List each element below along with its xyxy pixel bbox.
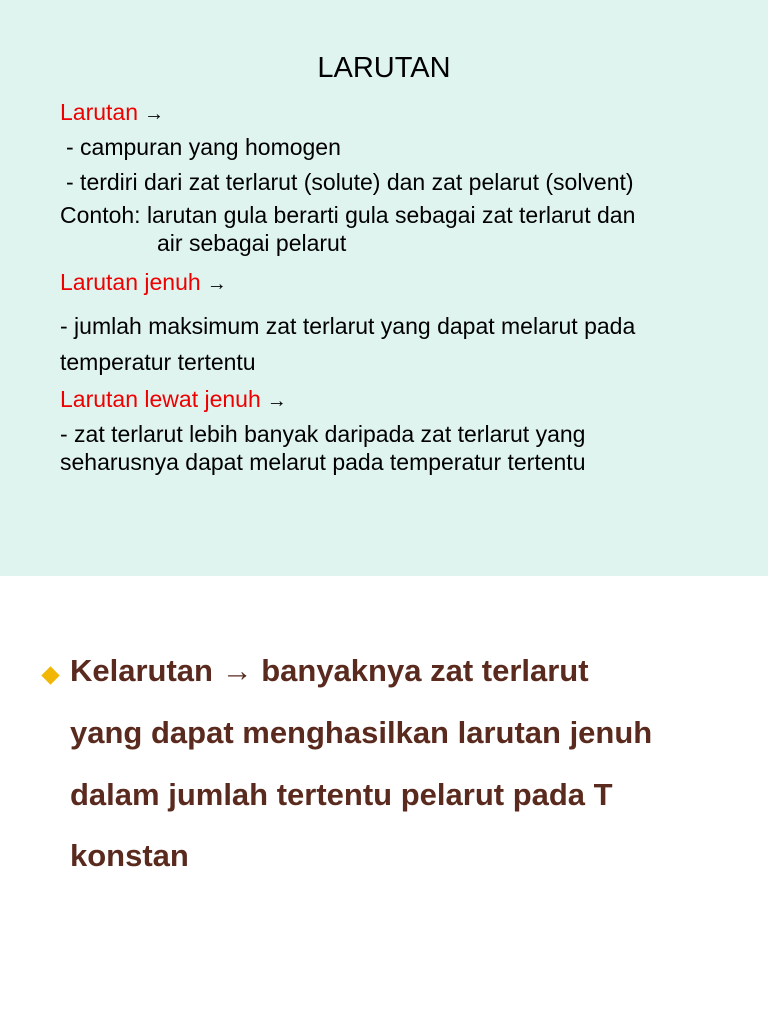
example-line: Contoh: larutan gula berarti gula sebagai zat terlarut dan [60, 202, 636, 228]
definition-line: temperatur tertentu [60, 349, 256, 375]
definition-line: - terdiri dari zat terlarut (solute) dan zat pelarut (solvent) [66, 169, 634, 195]
bullet-text-line: yang dapat menghasilkan larutan jenuh [70, 715, 653, 750]
bullet-text-line: dalam jumlah tertentu pelarut pada T [70, 777, 613, 812]
arrow-right-icon: → [206, 273, 227, 295]
bullet-text-line: konstan [70, 838, 189, 873]
definition-line: - zat terlarut lebih banyak daripada zat terlarut yang [60, 421, 586, 447]
definition-line: - jumlah maksimum zat terlarut yang dapat melarut pada [60, 313, 636, 339]
heading-larutan-lewat-jenuh [60, 385, 287, 415]
definition-line: - campuran yang homogen [66, 134, 341, 160]
arrow-right-icon: → [144, 103, 165, 125]
example-line: air sebagai pelarut [157, 230, 347, 256]
arrow-right-icon: → [266, 390, 287, 412]
heading-larutan-jenuh [60, 268, 227, 298]
heading-label: Larutan lewat jenuh [60, 386, 261, 412]
heading-label: Larutan [60, 99, 139, 125]
definition-line: seharusnya dapat melarut pada temperatur tertentu [60, 449, 586, 475]
heading-larutan [60, 98, 164, 128]
slide-title: LARUTAN [317, 52, 451, 84]
heading-label: Larutan jenuh [60, 269, 201, 295]
bullet-text-line: Kelarutan → banyaknya zat terlarut [70, 653, 589, 688]
